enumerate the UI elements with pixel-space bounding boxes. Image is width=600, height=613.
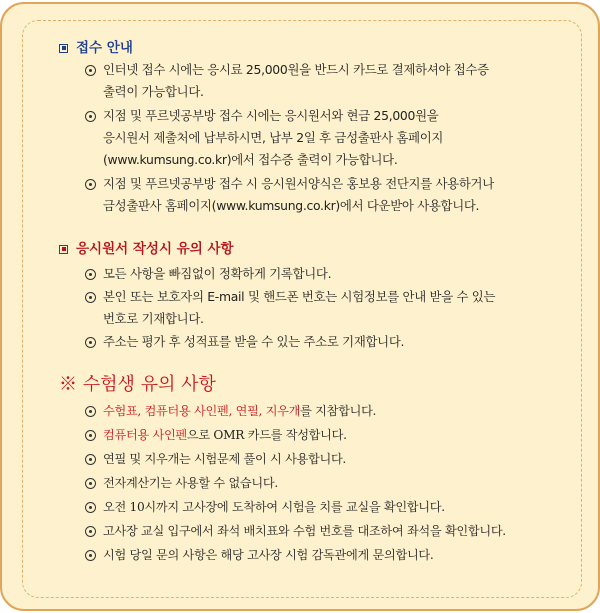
section-heading-examinee-notes: ※ 수험생 유의 사항 bbox=[59, 374, 216, 395]
list-item: 수험표, 컴퓨터용 사인펜, 연필, 지우개를 지참합니다. bbox=[85, 401, 376, 421]
circle-bullet-icon bbox=[85, 478, 96, 489]
heading-text: 응시원서 작성시 유의 사항 bbox=[76, 241, 234, 257]
notice-inner-border bbox=[22, 20, 582, 598]
list-item: 오전 10시까지 고사장에 도착하여 시험을 치를 교실을 확인합니다. bbox=[85, 497, 445, 517]
circle-bullet-icon bbox=[85, 430, 96, 441]
section-heading-application-form bbox=[59, 240, 234, 258]
circle-bullet-icon bbox=[85, 406, 96, 417]
list-item: 모든 사항을 빠짐없이 정확하게 기록합니다. bbox=[85, 263, 331, 285]
circle-bullet-icon bbox=[85, 269, 96, 280]
circle-bullet-icon bbox=[85, 292, 96, 303]
circle-bullet-icon bbox=[85, 111, 96, 122]
circle-bullet-icon bbox=[85, 337, 96, 348]
list-item: 지점 및 푸르넷공부방 접수 시에는 응시원서와 현금 25,000원을 응시원서 제출처에 납부하시면, 납부 2일 후 금성출판사 홈페이지 (www.kumsung.co.kr)에서 접수증 출력이 가능합니다. bbox=[85, 105, 443, 171]
square-bullet-icon bbox=[59, 245, 68, 254]
list-item: 컴퓨터용 사인펜으로 OMR 카드를 작성합니다. bbox=[85, 425, 347, 445]
square-bullet-icon bbox=[59, 44, 68, 53]
circle-bullet-icon bbox=[85, 550, 96, 561]
list-item: 연필 및 지우개는 시험문제 풀이 시 사용합니다. bbox=[85, 449, 346, 469]
circle-bullet-icon bbox=[85, 179, 96, 190]
section-heading-registration bbox=[59, 39, 133, 57]
heading-text: 접수 안내 bbox=[76, 40, 133, 56]
list-item: 고사장 교실 입구에서 좌석 배치표와 수험 번호를 대조하여 좌석을 확인합니다. bbox=[85, 521, 506, 541]
circle-bullet-icon bbox=[85, 526, 96, 537]
list-item: 전자계산기는 사용할 수 없습니다. bbox=[85, 473, 278, 493]
list-item: 본인 또는 보호자의 E-mail 및 핸드폰 번호는 시험정보를 안내 받을 수 있는 번호로 기재합니다. bbox=[85, 286, 495, 330]
circle-bullet-icon bbox=[85, 65, 96, 76]
list-item: 시험 당일 문의 사항은 해당 고사장 시험 감독관에게 문의합니다. bbox=[85, 545, 433, 565]
circle-bullet-icon bbox=[85, 454, 96, 465]
list-item: 주소는 평가 후 성적표를 받을 수 있는 주소로 기재합니다. bbox=[85, 331, 404, 353]
circle-bullet-icon bbox=[85, 502, 96, 513]
notice-panel bbox=[0, 2, 600, 611]
list-item: 지점 및 푸르넷공부방 접수 시 응시원서양식은 홍보용 전단지를 사용하거나 금성출판사 홈페이지(www.kumsung.co.kr)에서 다운받아 사용합니다. bbox=[85, 173, 494, 217]
list-item: 인터넷 접수 시에는 응시료 25,000원을 반드시 카드로 결제하셔야 접수증 출력이 가능합니다. bbox=[85, 59, 489, 103]
